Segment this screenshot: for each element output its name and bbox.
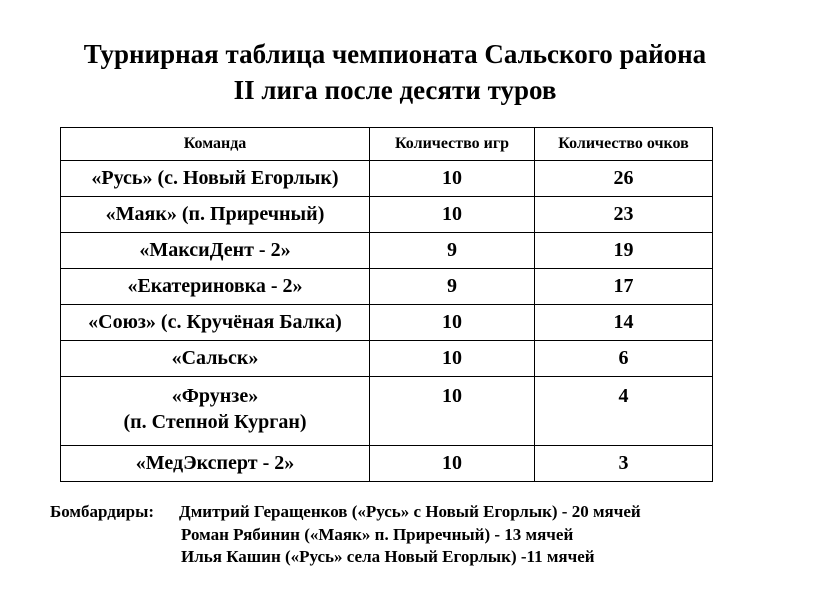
team-cell: «Сальск» xyxy=(61,341,370,377)
team-cell: «Русь» (с. Новый Егорлык) xyxy=(61,161,370,197)
page-title: Турнирная таблица чемпионата Сальского района xyxy=(83,39,707,69)
team-cell: «МедЭксперт - 2» xyxy=(61,446,370,482)
points-cell: 3 xyxy=(535,446,713,482)
table-row xyxy=(61,341,713,377)
scorers-label: Бомбардиры: xyxy=(50,502,155,521)
table-row xyxy=(61,161,713,197)
games-cell: 10 xyxy=(370,197,535,233)
team-cell: «МаксиДент - 2» xyxy=(61,233,370,269)
team-name-line: «Фрунзе» xyxy=(171,385,259,407)
games-cell: 10 xyxy=(370,341,535,377)
column-header-team: Команда xyxy=(61,128,370,161)
games-cell: 10 xyxy=(370,305,535,341)
table-row xyxy=(61,377,713,446)
games-cell: 10 xyxy=(370,161,535,197)
points-cell: 17 xyxy=(535,269,713,305)
page-subtitle: II лига после десяти туров xyxy=(233,75,557,105)
scorer-line: Дмитрий Геращенков («Русь» с Новый Егорлык) - 20 мячей xyxy=(179,502,641,521)
games-cell: 9 xyxy=(370,269,535,305)
points-cell: 26 xyxy=(535,161,713,197)
team-cell: «Союз» (с. Кручёная Балка) xyxy=(61,305,370,341)
games-cell: 9 xyxy=(370,233,535,269)
games-cell: 10 xyxy=(370,446,535,482)
scorer-line: Илья Кашин («Русь» села Новый Егорлык) -11 мячей xyxy=(181,547,595,566)
points-cell: 19 xyxy=(535,233,713,269)
points-cell: 4 xyxy=(535,377,713,446)
points-cell: 23 xyxy=(535,197,713,233)
points-cell: 14 xyxy=(535,305,713,341)
table-row xyxy=(61,305,713,341)
table-row xyxy=(61,233,713,269)
games-cell: 10 xyxy=(370,377,535,446)
table-row xyxy=(61,197,713,233)
column-header-games: Количество игр xyxy=(370,128,535,161)
team-location-line: (п. Степной Курган) xyxy=(123,411,307,433)
scorer-line: Роман Рябинин («Маяк» п. Приречный) - 13 мячей xyxy=(181,525,574,544)
standings-table xyxy=(60,127,713,482)
team-cell xyxy=(61,377,370,446)
table-header-row xyxy=(61,128,713,161)
team-cell: «Маяк» (п. Приречный) xyxy=(61,197,370,233)
table-row xyxy=(61,269,713,305)
points-cell: 6 xyxy=(535,341,713,377)
column-header-points: Количество очков xyxy=(535,128,713,161)
table-row xyxy=(61,446,713,482)
team-cell: «Екатериновка - 2» xyxy=(61,269,370,305)
